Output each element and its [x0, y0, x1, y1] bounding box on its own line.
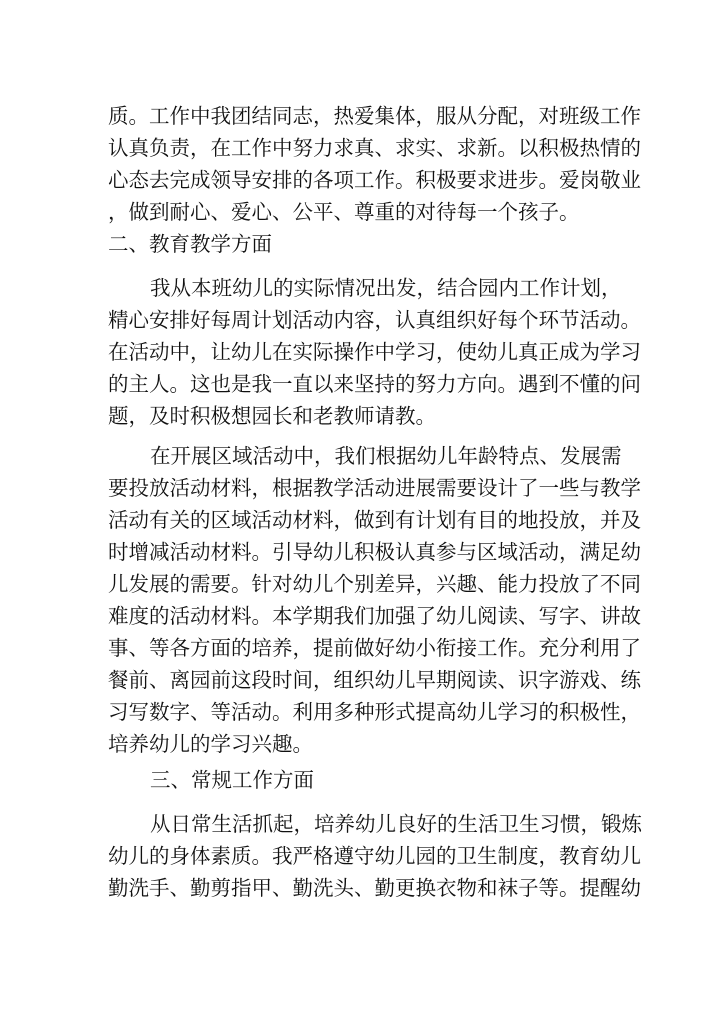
text-line: 在活动中，让幼儿在实际操作中学习，使幼儿真正成为学习 — [108, 340, 641, 364]
text-line: 培养幼儿的学习兴趣。 — [108, 732, 313, 756]
text-line: 幼儿的身体素质。我严格遵守幼儿园的卫生制度，教育幼儿 — [108, 844, 641, 868]
text-line: 习写数字、等活动。利用多种形式提高幼儿学习的积极性， — [108, 700, 641, 724]
text-line: 题，及时积极想园长和老教师请教。 — [108, 404, 436, 428]
text-line: 要投放活动材料，根据教学活动进展需要设计了一些与教学 — [108, 476, 641, 500]
paragraph-teaching — [108, 272, 641, 432]
paragraph-routine — [108, 808, 642, 904]
section-heading-routine — [108, 764, 618, 796]
heading-text: 二、教育教学方面 — [108, 232, 272, 256]
paragraph-work-attitude — [108, 100, 641, 228]
text-line: 活动有关的区域活动材料，做到有计划有目的地投放，并及 — [108, 508, 641, 532]
text-line: 儿发展的需要。针对幼儿个别差异，兴趣、能力投放了不同 — [108, 572, 641, 596]
text-line: 在开展区域活动中，我们根据幼儿年龄特点、发展需 — [150, 444, 622, 468]
text-line: 从日常生活抓起，培养幼儿良好的生活卫生习惯，锻炼 — [150, 812, 642, 836]
text-line: 餐前、离园前这段时间，组织幼儿早期阅读、识字游戏、练 — [108, 668, 641, 692]
text-line: 质。工作中我团结同志，热爱集体，服从分配，对班级工作 — [108, 104, 641, 128]
heading-text: 三、常规工作方面 — [150, 768, 314, 792]
text-line: 勤洗手、勤剪指甲、勤洗头、勤更换衣物和袜子等。提醒幼 — [108, 876, 641, 900]
text-line: 心态去完成领导安排的各项工作。积极要求进步。爱岗敬业 — [108, 168, 641, 192]
text-line: 的主人。这也是我一直以来坚持的努力方向。遇到不懂的问 — [108, 372, 641, 396]
paragraph-area-activities — [108, 440, 641, 760]
text-line: 精心安排好每周计划活动内容，认真组织好每个环节活动。 — [108, 308, 641, 332]
text-line: 我从本班幼儿的实际情况出发，结合园内工作计划， — [150, 276, 622, 300]
text-line: 难度的活动材料。本学期我们加强了幼儿阅读、写字、讲故 — [108, 604, 641, 628]
text-line: 时增减活动材料。引导幼儿积极认真参与区域活动，满足幼 — [108, 540, 641, 564]
text-line: 认真负责，在工作中努力求真、求实、求新。以积极热情的 — [108, 136, 641, 160]
text-line: 事、等各方面的培养，提前做好幼小衔接工作。充分利用了 — [108, 636, 641, 660]
section-heading-teaching — [108, 228, 618, 260]
text-line: ，做到耐心、爱心、公平、尊重的对待每一个孩子。 — [108, 200, 580, 224]
